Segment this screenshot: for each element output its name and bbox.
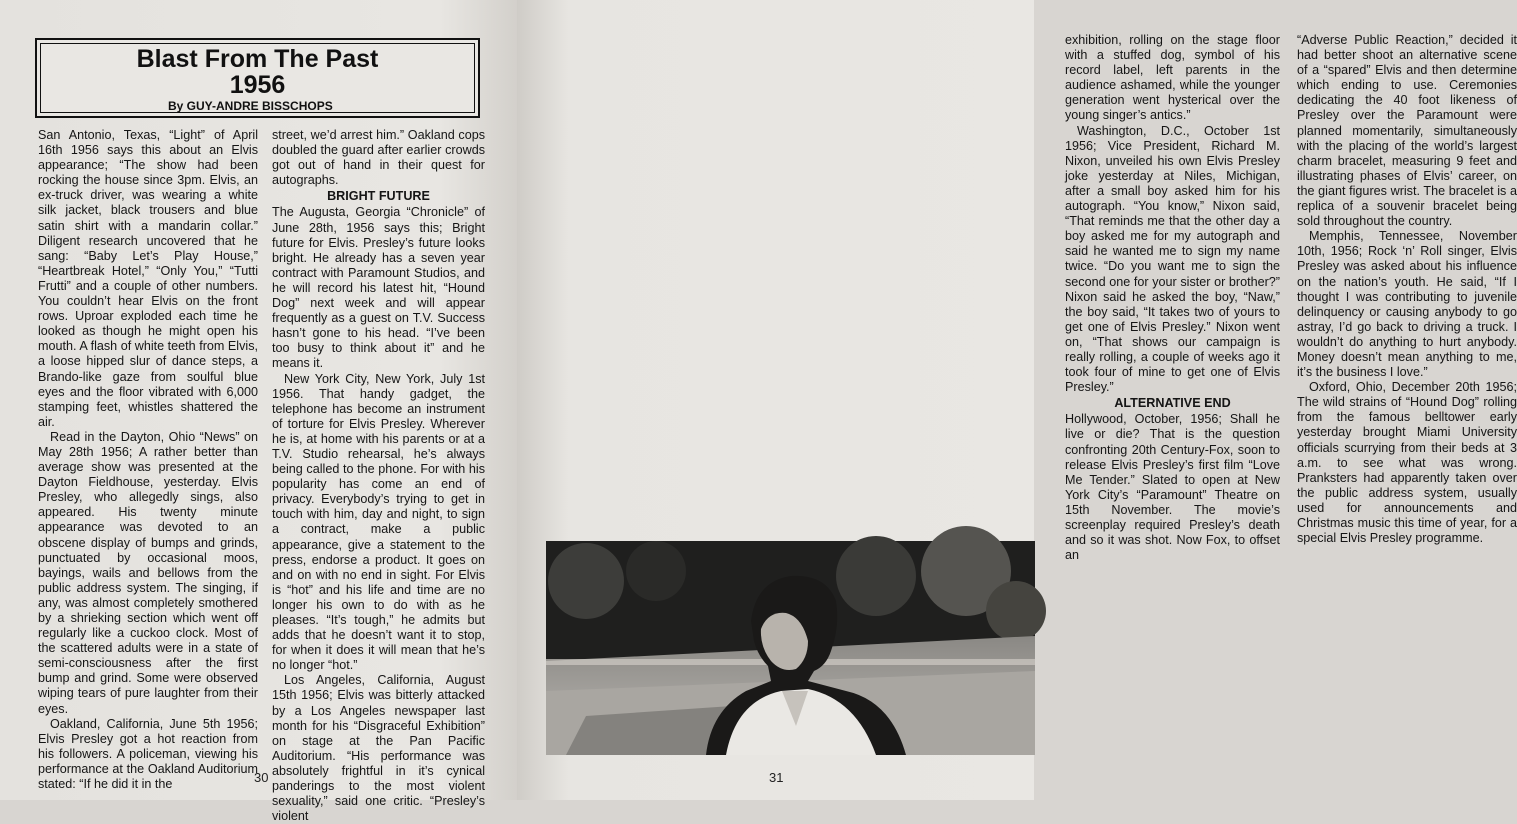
paragraph: Washington, D.C., October 1st 1956; Vice President, Richard M. Nixon, unveiled his own Elvis Presley joke yesterday at Niles, Michigan, after a small boy asked him for his autograph. “You know,” Nixon said, “That reminds me that the other day a boy asked me for my autograph and said he wanted me to sign my name twice. “Do you want me to sign the second one for your sister or brother?” Nixon said he asked the boy, “Naw,” the boy said, “It takes two of yours to get one of Elvis Presley.” Nixon went on, “That shows our campaign is really rolling, a couple of weeks ago it took four of mine to get one of Elvis Presley.” (1065, 123, 1280, 395)
byline: By GUY-ANDRE BISSCHOPS (168, 99, 333, 113)
article-title-year: 1956 (229, 71, 286, 99)
paragraph: Los Angeles, California, August 15th 1956; Elvis was bitterly attacked by a Los Angeles newspaper last month for his “Disgraceful Exhibition” on stage at the Pan Pacific Auditorium. “His performance was absolutely frightful in it’s cynical panderings to the most violent sexuality,” said one critic. “Presley’s violent (272, 673, 485, 824)
paragraph: “Adverse Public Reaction,” decided it had better shoot an alternative scene of a “spared” Elvis and then determine which ending to use. Ceremonies dedicating the 40 foot likeness of Presley over the Paramount were planned momentarily, simultaneously with the placing of the world’s largest charm bracelet, measuring 9 feet and illustrating phases of Elvis’ career, on the giant figures wrist. The bracelet is a replica of a souvenir bracelet being sold throughout the country. (1297, 33, 1517, 229)
left-page (0, 0, 517, 824)
section-heading: ALTERNATIVE END (1114, 396, 1231, 411)
right-page (517, 0, 1517, 800)
paragraph: street, we’d arrest him.” Oakland cops doubled the guard after earlier crowds got out of hand in their quest for autographs. (272, 128, 485, 188)
paragraph: Memphis, Tennessee, November 10th, 1956; Rock ‘n’ Roll singer, Elvis Presley was asked about his influence on the nation’s youth. He said, “If I thought I was contributing to juvenile delinquency or causing anybody to go astray, I’d go back to driving a truck. I wouldn’t do anything to hurt anybody. Money doesn’t mean anything to me, it’s the business I love.” (1297, 229, 1517, 380)
elvis-photo (546, 541, 1035, 755)
paragraph: San Antonio, Texas, “Light” of April 16th 1956 says this about an Elvis appearance; “The show had been rocking the house since 3pm. Elvis, an ex-truck driver, was wearing a white silk jacket, black trousers and blue satin shirt with a mandarin collar.” Diligent research uncovered that he sang: “Baby Let’s Play House,” “Heartbreak Hotel,” “Only You,” “Tutti Frutti” and a couple of other numbers. You couldn’t hear Elvis on the front rows. Uproar exploded each time he looked as though he might open his mouth. A flash of white teeth from Elvis, a loose hipped slur of dance steps, a Brando-like gaze from soulful blue eyes and the floor vibrated with 6,000 stamping feet, whistles shattered the air. (38, 128, 258, 429)
title-box (35, 38, 480, 118)
paragraph: Hollywood, October, 1956; Shall he live or die? That is the question confronting 20th Century-Fox, soon to release Elvis Presley’s first film “Love Me Tender.” Slated to open at New York City’s “Paramount” Theatre on 15th November. The movie’s screenplay required Presley’s death and so it was shot. Now Fox, to offset an (1065, 412, 1280, 563)
text-column-1 (38, 128, 258, 792)
text-column-2 (272, 128, 485, 824)
paragraph: exhibition, rolling on the stage floor with a stuffed dog, symbol of his record label, left parents in the audience ashamed, while the younger generation went hysterical over the young singer’s antics.” (1065, 33, 1280, 123)
paragraph: Oakland, California, June 5th 1956; Elvis Presley got a hot reaction from his followers. A policeman, viewing his performance at the Oakland Auditorium stated: “If he did it in the (38, 716, 258, 792)
paragraph: Read in the Dayton, Ohio “News” on May 28th 1956; A rather better than average show was presented at the Dayton Fieldhouse, yesterday. Elvis Presley, who allegedly sings, also appeared. His twenty minute appearance was devoted to an obscene display of bumps and grinds, punctuated by occasional moos, bayings, wails and bellows from the public address system. The singing, if any, was almost completely smothered by a shrieking section which went off regularly like a cuckoo clock. Most of the scattered adults were in a state of semi-consciousness after the first bump and grind. Some were observed wiping tears of pure laughter from their eyes. (38, 429, 258, 716)
photo-illustration (546, 541, 1035, 755)
paragraph: Oxford, Ohio, December 20th 1956; The wild strains of “Hound Dog” rolling from the famous belltower early yesterday brought Miami University officials scurrying from their beds at 3 a.m. to see what was wrong. Pranksters had apparently taken over the public address system, usually used for announcements and Christmas music this time of year, for a special Elvis Presley programme. (1297, 380, 1517, 546)
paragraph: New York City, New York, July 1st 1956. That handy gadget, the telephone has become an instrument of torture for Elvis Presley. Wherever he is, at home with his parents or at a T.V. Studio rehearsal, he’s always being called to the phone. For with his popularity has come an end of privacy. Everybody’s trying to get in touch with him, day and night, to sign a contract, make a public appearance, give a statement to the press, endorse a product. It goes on and on with no end in sight. For Elvis is “hot” and his life and time are no longer his own to do with as he pleases. “It’s tough,” he admits but adds that he doesn’t want it to stop, for when it does it will mean that he’s no longer “hot.” (272, 371, 485, 673)
article-title: Blast From The Past (136, 45, 379, 73)
text-column-4 (1297, 33, 1517, 546)
page-number: 30 (254, 770, 269, 785)
text-column-3 (1065, 33, 1280, 563)
page-number: 31 (769, 770, 784, 785)
section-heading: BRIGHT FUTURE (327, 189, 430, 204)
paragraph: The Augusta, Georgia “Chronicle” of June 28th, 1956 says this; Bright future for Elvis. Presley’s future looks bright. He already has a seven year contract with Paramount Studios, and he will record his latest hit, “Hound Dog” next week and will appear frequently as a guest on T.V. Success hasn’t gone to his head. “I’ve been too busy to think about it” and he means it. (272, 205, 485, 371)
